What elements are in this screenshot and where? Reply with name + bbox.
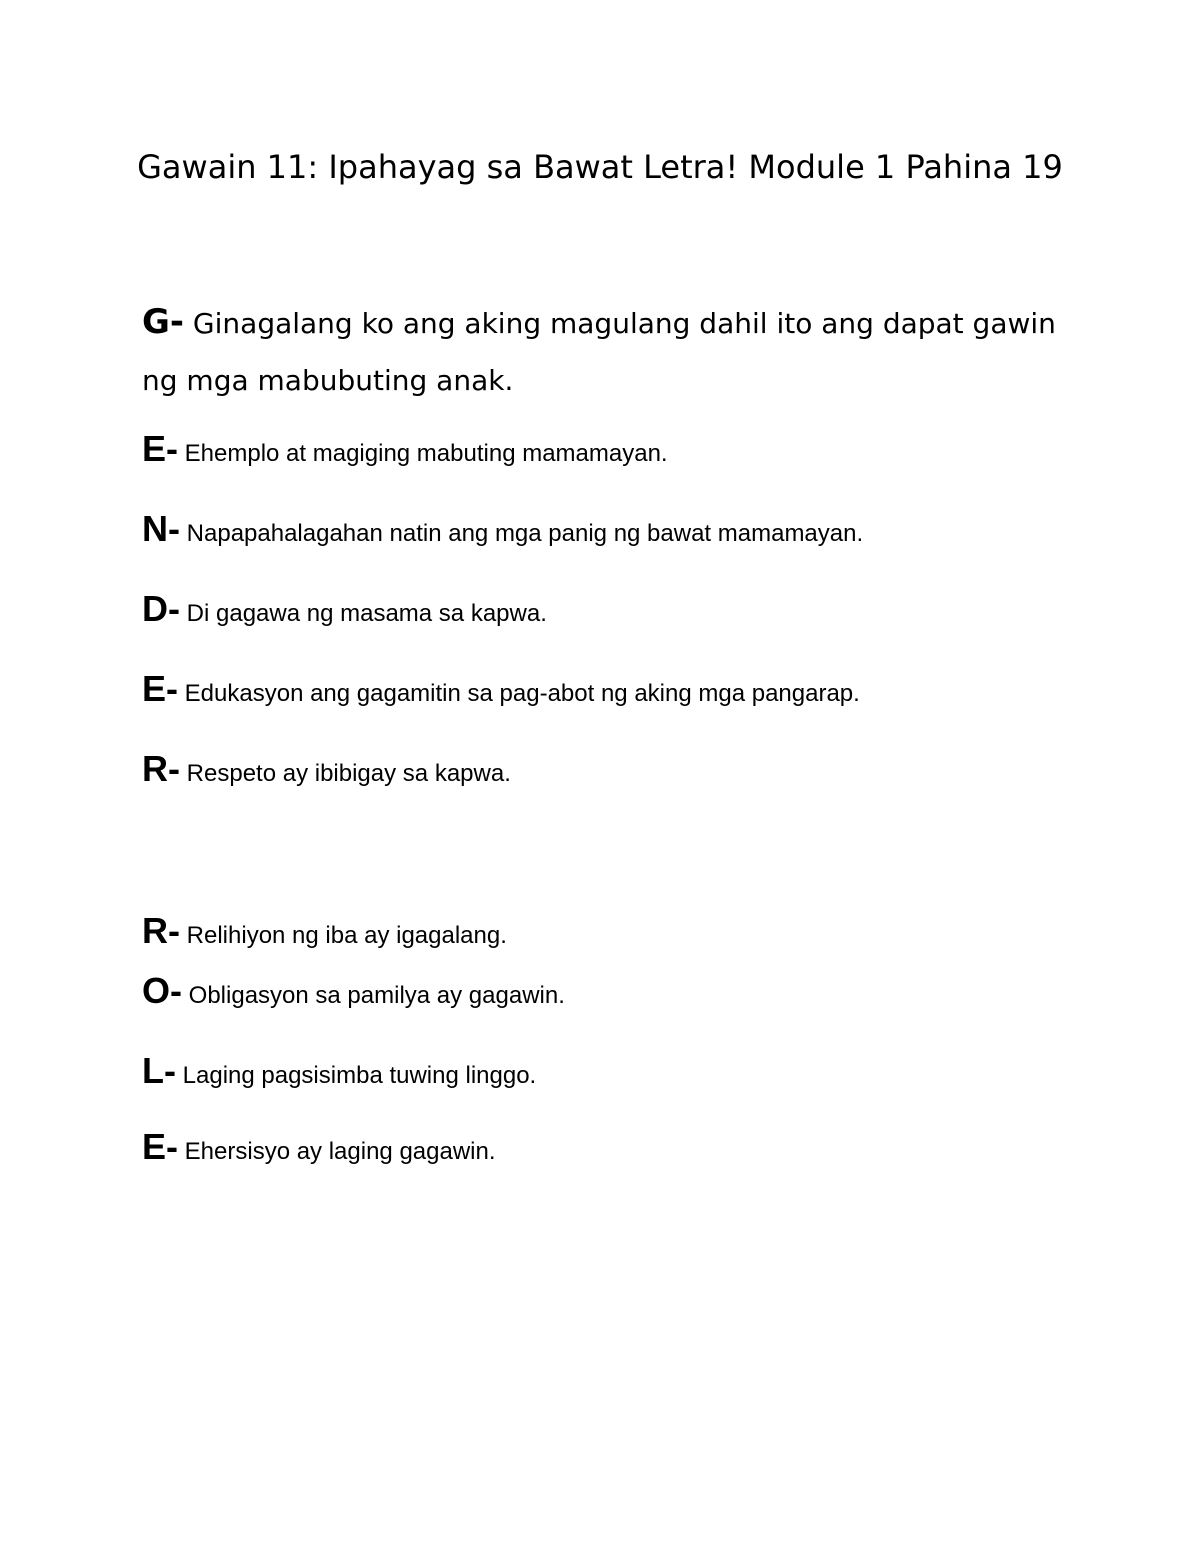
acrostic-line-o	[142, 970, 1072, 1012]
acrostic-letter: E-	[142, 668, 178, 709]
acrostic-letter: L-	[142, 1050, 176, 1091]
acrostic-line-e	[142, 428, 1072, 470]
acrostic-letter: E-	[142, 428, 178, 469]
acrostic-line-r	[142, 910, 1072, 952]
acrostic-text: Edukasyon ang gagamitin sa pag-abot ng aking mga pangarap.	[178, 680, 860, 707]
acrostic-text: Laging pagsisimba tuwing linggo.	[175, 1062, 537, 1089]
acrostic-line-l	[142, 1050, 1072, 1092]
acrostic-text: Ginagalang ko ang aking magulang dahil ito ang dapat gawin ng mga mabubuting anak.	[142, 307, 1056, 397]
acrostic-letter: N-	[142, 508, 180, 549]
acrostic-letter: O-	[142, 970, 182, 1011]
acrostic-letter: R-	[142, 748, 180, 789]
acrostic-letter: R-	[142, 910, 180, 951]
acrostic-text: Napapahalagahan natin ang mga panig ng bawat mamamayan.	[180, 520, 864, 547]
acrostic-line-n	[142, 508, 1072, 550]
acrostic-text: Ehemplo at magiging mabuting mamamayan.	[178, 440, 668, 467]
page-title: Gawain 11: Ipahayag sa Bawat Letra! Module 1 Pahina 19	[137, 148, 1063, 186]
acrostic-line-e	[142, 1126, 1072, 1168]
acrostic-text: Ehersisyo ay laging gagawin.	[178, 1138, 496, 1165]
acrostic-text: Respeto ay ibibigay sa kapwa.	[180, 760, 511, 787]
acrostic-text: Obligasyon sa pamilya ay gagawin.	[182, 982, 565, 1009]
acrostic-letter: D-	[142, 588, 180, 629]
acrostic-text: Di gagawa ng masama sa kapwa.	[180, 600, 547, 627]
acrostic-line-r	[142, 748, 1072, 790]
acrostic-line-d	[142, 588, 1072, 630]
acrostic-letter: E-	[142, 1126, 178, 1167]
acrostic-letter: G-	[142, 302, 185, 342]
acrostic-text: Relihiyon ng iba ay igagalang.	[180, 922, 507, 949]
acrostic-line-g	[142, 296, 1072, 412]
acrostic-line-e	[142, 668, 1072, 710]
